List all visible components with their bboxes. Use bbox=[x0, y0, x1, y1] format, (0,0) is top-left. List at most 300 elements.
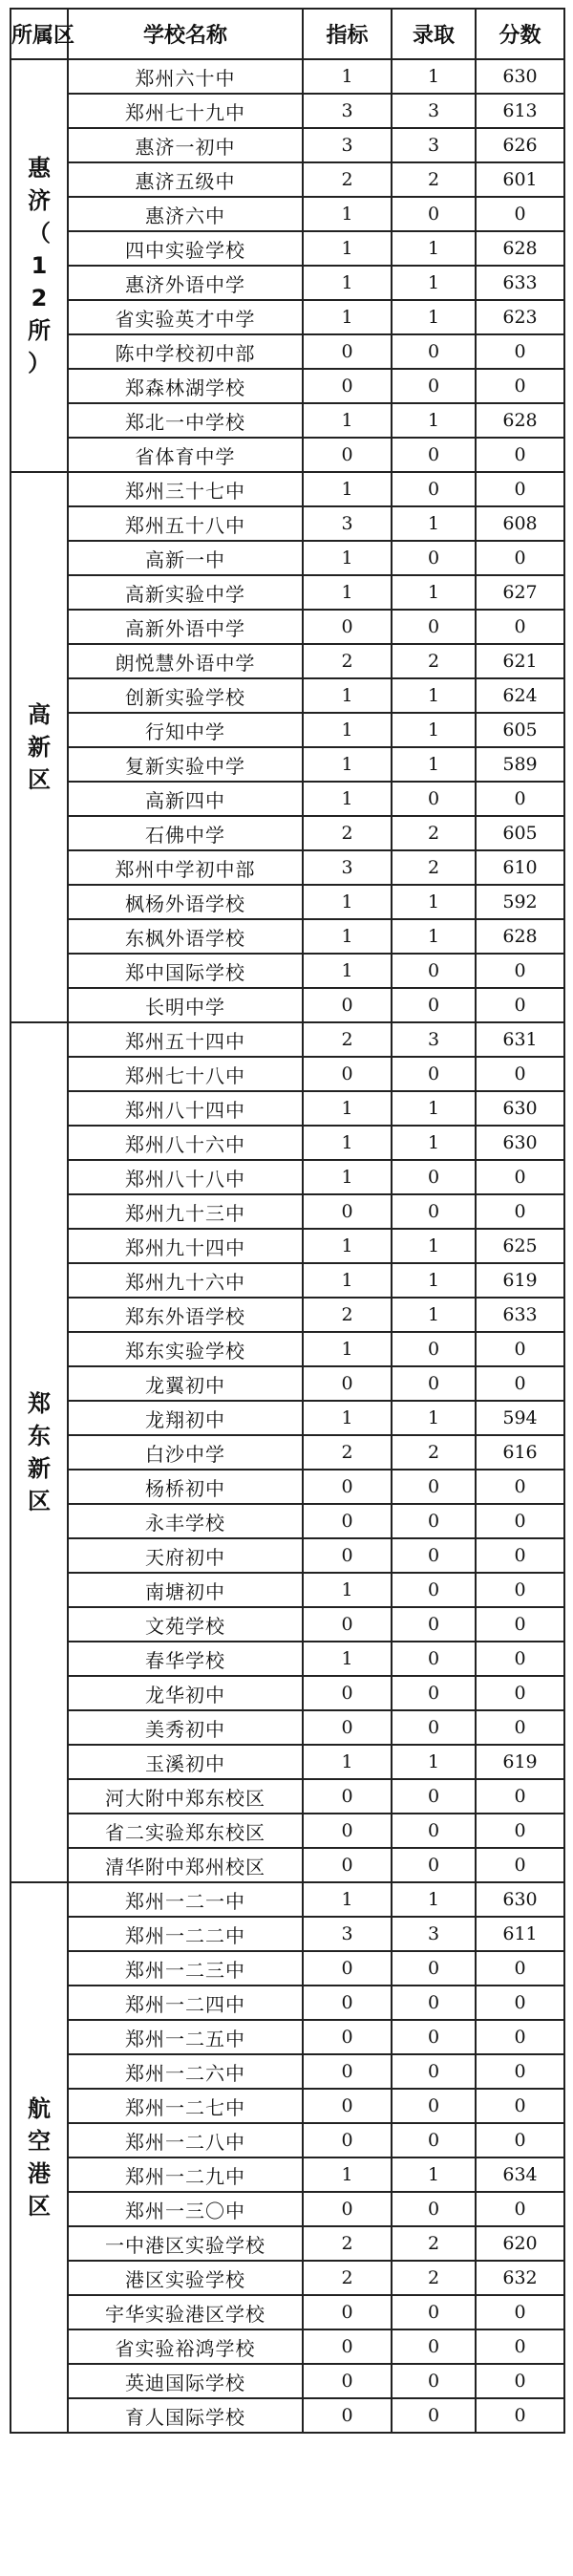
admitted-cell: 2 bbox=[392, 1435, 476, 1470]
admitted-cell: 0 bbox=[392, 1504, 476, 1538]
admitted-cell: 1 bbox=[392, 59, 476, 94]
admitted-cell: 0 bbox=[392, 1538, 476, 1573]
score-cell: 631 bbox=[476, 1022, 564, 1057]
quota-cell: 0 bbox=[303, 610, 392, 644]
score-cell: 628 bbox=[476, 403, 564, 438]
table-row bbox=[11, 2226, 564, 2261]
score-cell: 0 bbox=[476, 1710, 564, 1745]
school-name-cell: 天府初中 bbox=[68, 1538, 303, 1573]
district-char: 东 bbox=[28, 1423, 51, 1449]
table-row bbox=[11, 575, 564, 610]
quota-cell: 0 bbox=[303, 988, 392, 1022]
admitted-cell: 1 bbox=[392, 506, 476, 541]
school-name-cell: 郑州一二六中 bbox=[68, 2054, 303, 2089]
admitted-cell: 1 bbox=[392, 1091, 476, 1126]
table-row bbox=[11, 1848, 564, 1882]
quota-cell: 0 bbox=[303, 1194, 392, 1229]
score-cell: 611 bbox=[476, 1917, 564, 1951]
quota-cell: 1 bbox=[303, 266, 392, 300]
quota-cell: 2 bbox=[303, 1298, 392, 1332]
admitted-cell: 0 bbox=[392, 988, 476, 1022]
table-row bbox=[11, 369, 564, 403]
table-row bbox=[11, 1676, 564, 1710]
table-row bbox=[11, 713, 564, 747]
score-cell: 0 bbox=[476, 2398, 564, 2433]
admitted-cell: 1 bbox=[392, 713, 476, 747]
school-name-cell: 郑州三十七中 bbox=[68, 472, 303, 506]
quota-cell: 1 bbox=[303, 1091, 392, 1126]
table-row bbox=[11, 1194, 564, 1229]
table-row bbox=[11, 231, 564, 266]
admitted-cell: 1 bbox=[392, 1401, 476, 1435]
table-row bbox=[11, 1435, 564, 1470]
admitted-cell: 1 bbox=[392, 919, 476, 954]
score-cell: 630 bbox=[476, 1126, 564, 1160]
table-row bbox=[11, 816, 564, 850]
header-admitted: 录取 bbox=[392, 9, 476, 59]
quota-cell: 1 bbox=[303, 747, 392, 782]
quota-cell: 1 bbox=[303, 1332, 392, 1366]
school-name-cell: 创新实验学校 bbox=[68, 678, 303, 713]
score-cell: 0 bbox=[476, 1814, 564, 1848]
score-cell: 628 bbox=[476, 919, 564, 954]
quota-cell: 3 bbox=[303, 94, 392, 128]
quota-cell: 0 bbox=[303, 2329, 392, 2364]
score-cell: 0 bbox=[476, 1332, 564, 1366]
score-cell: 632 bbox=[476, 2261, 564, 2295]
score-cell: 0 bbox=[476, 541, 564, 575]
school-name-cell: 郑州五十四中 bbox=[68, 1022, 303, 1057]
quota-cell: 0 bbox=[303, 1470, 392, 1504]
school-name-cell: 惠济六中 bbox=[68, 197, 303, 231]
quota-cell: 1 bbox=[303, 59, 392, 94]
quota-cell: 1 bbox=[303, 954, 392, 988]
district-char: 郑 bbox=[28, 1390, 51, 1417]
district-char: 区 bbox=[28, 2193, 51, 2220]
school-name-cell: 英迪国际学校 bbox=[68, 2364, 303, 2398]
table-row bbox=[11, 1882, 564, 1917]
quota-cell: 2 bbox=[303, 1022, 392, 1057]
table-row bbox=[11, 2364, 564, 2398]
table-row bbox=[11, 403, 564, 438]
table-row bbox=[11, 1229, 564, 1263]
district-char: 空 bbox=[28, 2128, 51, 2155]
score-cell: 592 bbox=[476, 885, 564, 919]
score-cell: 0 bbox=[476, 2054, 564, 2089]
district-char: 高 bbox=[28, 701, 51, 728]
score-cell: 628 bbox=[476, 231, 564, 266]
quota-cell: 1 bbox=[303, 403, 392, 438]
quota-cell: 3 bbox=[303, 850, 392, 885]
admitted-cell: 0 bbox=[392, 1332, 476, 1366]
school-name-cell: 陈中学校初中部 bbox=[68, 334, 303, 369]
admitted-cell: 0 bbox=[392, 1573, 476, 1607]
score-cell: 627 bbox=[476, 575, 564, 610]
score-cell: 601 bbox=[476, 162, 564, 197]
score-cell: 0 bbox=[476, 2192, 564, 2226]
admitted-cell: 1 bbox=[392, 403, 476, 438]
school-name-cell: 省体育中学 bbox=[68, 438, 303, 472]
table-row bbox=[11, 782, 564, 816]
score-cell: 630 bbox=[476, 1091, 564, 1126]
admitted-cell: 0 bbox=[392, 2364, 476, 2398]
quota-cell: 1 bbox=[303, 472, 392, 506]
school-name-cell: 龙华初中 bbox=[68, 1676, 303, 1710]
score-cell: 0 bbox=[476, 610, 564, 644]
school-name-cell: 南塘初中 bbox=[68, 1573, 303, 1607]
admission-table bbox=[10, 8, 565, 2434]
quota-cell: 1 bbox=[303, 1882, 392, 1917]
quota-cell: 0 bbox=[303, 1057, 392, 1091]
admitted-cell: 0 bbox=[392, 1986, 476, 2020]
quota-cell: 2 bbox=[303, 2261, 392, 2295]
school-name-cell: 一中港区实验学校 bbox=[68, 2226, 303, 2261]
quota-cell: 1 bbox=[303, 919, 392, 954]
quota-cell: 0 bbox=[303, 369, 392, 403]
score-cell: 0 bbox=[476, 1470, 564, 1504]
admitted-cell: 0 bbox=[392, 2329, 476, 2364]
school-name-cell: 河大附中郑东校区 bbox=[68, 1779, 303, 1814]
admitted-cell: 0 bbox=[392, 334, 476, 369]
admitted-cell: 1 bbox=[392, 1126, 476, 1160]
admitted-cell: 0 bbox=[392, 2398, 476, 2433]
score-cell: 0 bbox=[476, 2329, 564, 2364]
table-row bbox=[11, 59, 564, 94]
school-name-cell: 美秀初中 bbox=[68, 1710, 303, 1745]
school-name-cell: 白沙中学 bbox=[68, 1435, 303, 1470]
school-name-cell: 郑北一中学校 bbox=[68, 403, 303, 438]
table-row bbox=[11, 1470, 564, 1504]
table-row bbox=[11, 1642, 564, 1676]
quota-cell: 0 bbox=[303, 2054, 392, 2089]
admitted-cell: 3 bbox=[392, 94, 476, 128]
table-row bbox=[11, 885, 564, 919]
admitted-cell: 0 bbox=[392, 1057, 476, 1091]
quota-cell: 0 bbox=[303, 2123, 392, 2157]
quota-cell: 0 bbox=[303, 1951, 392, 1986]
table-row bbox=[11, 850, 564, 885]
admitted-cell: 1 bbox=[392, 1263, 476, 1298]
admitted-cell: 2 bbox=[392, 816, 476, 850]
quota-cell: 1 bbox=[303, 885, 392, 919]
school-name-cell: 郑东外语学校 bbox=[68, 1298, 303, 1332]
quota-cell: 0 bbox=[303, 2364, 392, 2398]
score-cell: 0 bbox=[476, 334, 564, 369]
quota-cell: 1 bbox=[303, 197, 392, 231]
admitted-cell: 0 bbox=[392, 369, 476, 403]
school-name-cell: 枫杨外语学校 bbox=[68, 885, 303, 919]
admitted-cell: 2 bbox=[392, 2261, 476, 2295]
score-cell: 0 bbox=[476, 1160, 564, 1194]
school-name-cell: 郑州九十六中 bbox=[68, 1263, 303, 1298]
admitted-cell: 3 bbox=[392, 128, 476, 162]
school-name-cell: 郑州中学初中部 bbox=[68, 850, 303, 885]
header-school: 学校名称 bbox=[68, 9, 303, 59]
quota-cell: 1 bbox=[303, 2157, 392, 2192]
table-row bbox=[11, 1504, 564, 1538]
score-cell: 0 bbox=[476, 1642, 564, 1676]
table-row bbox=[11, 2054, 564, 2089]
school-name-cell: 郑州一二四中 bbox=[68, 1986, 303, 2020]
table-row bbox=[11, 1745, 564, 1779]
table-row bbox=[11, 1573, 564, 1607]
table-row bbox=[11, 2020, 564, 2054]
admitted-cell: 2 bbox=[392, 644, 476, 678]
admitted-cell: 0 bbox=[392, 1470, 476, 1504]
score-cell: 613 bbox=[476, 94, 564, 128]
table-row bbox=[11, 162, 564, 197]
score-cell: 0 bbox=[476, 197, 564, 231]
quota-cell: 0 bbox=[303, 2192, 392, 2226]
header-quota: 指标 bbox=[303, 9, 392, 59]
admitted-cell: 0 bbox=[392, 1779, 476, 1814]
admitted-cell: 0 bbox=[392, 2054, 476, 2089]
admitted-cell: 1 bbox=[392, 300, 476, 334]
admitted-cell: 1 bbox=[392, 747, 476, 782]
school-name-cell: 惠济一初中 bbox=[68, 128, 303, 162]
table-row bbox=[11, 1057, 564, 1091]
score-cell: 0 bbox=[476, 1057, 564, 1091]
quota-cell: 0 bbox=[303, 2398, 392, 2433]
table-row bbox=[11, 2261, 564, 2295]
table-row bbox=[11, 197, 564, 231]
admitted-cell: 0 bbox=[392, 541, 476, 575]
quota-cell: 2 bbox=[303, 1435, 392, 1470]
admitted-cell: 1 bbox=[392, 1229, 476, 1263]
score-cell: 0 bbox=[476, 988, 564, 1022]
table-row bbox=[11, 1779, 564, 1814]
table-row bbox=[11, 128, 564, 162]
school-name-cell: 省实验裕鸿学校 bbox=[68, 2329, 303, 2364]
school-name-cell: 行知中学 bbox=[68, 713, 303, 747]
table-row bbox=[11, 1022, 564, 1057]
table-row bbox=[11, 472, 564, 506]
header-row bbox=[11, 9, 564, 59]
school-name-cell: 省实验英才中学 bbox=[68, 300, 303, 334]
quota-cell: 1 bbox=[303, 575, 392, 610]
table-row bbox=[11, 2157, 564, 2192]
school-name-cell: 省二实验郑东校区 bbox=[68, 1814, 303, 1848]
district-char: 所 bbox=[28, 317, 51, 344]
district-char: 惠 bbox=[28, 155, 51, 182]
table-row bbox=[11, 2329, 564, 2364]
school-name-cell: 长明中学 bbox=[68, 988, 303, 1022]
score-cell: 619 bbox=[476, 1263, 564, 1298]
quota-cell: 1 bbox=[303, 1229, 392, 1263]
school-name-cell: 宇华实验港区学校 bbox=[68, 2295, 303, 2329]
score-cell: 0 bbox=[476, 1676, 564, 1710]
admitted-cell: 0 bbox=[392, 472, 476, 506]
school-name-cell: 郑州一二五中 bbox=[68, 2020, 303, 2054]
admitted-cell: 0 bbox=[392, 2295, 476, 2329]
quota-cell: 0 bbox=[303, 2020, 392, 2054]
score-cell: 610 bbox=[476, 850, 564, 885]
admitted-cell: 3 bbox=[392, 1022, 476, 1057]
quota-cell: 2 bbox=[303, 162, 392, 197]
district-char: 2 bbox=[31, 285, 48, 311]
school-name-cell: 郑中国际学校 bbox=[68, 954, 303, 988]
score-cell: 0 bbox=[476, 1986, 564, 2020]
score-cell: 0 bbox=[476, 1573, 564, 1607]
header-district: 所属区 bbox=[11, 9, 68, 59]
table-row bbox=[11, 678, 564, 713]
school-name-cell: 育人国际学校 bbox=[68, 2398, 303, 2433]
quota-cell: 1 bbox=[303, 782, 392, 816]
table-row bbox=[11, 300, 564, 334]
score-cell: 0 bbox=[476, 954, 564, 988]
admitted-cell: 0 bbox=[392, 2123, 476, 2157]
admitted-cell: 2 bbox=[392, 850, 476, 885]
table-row bbox=[11, 1160, 564, 1194]
table-row bbox=[11, 988, 564, 1022]
score-cell: 633 bbox=[476, 1298, 564, 1332]
table-row bbox=[11, 94, 564, 128]
score-cell: 633 bbox=[476, 266, 564, 300]
table-row bbox=[11, 644, 564, 678]
quota-cell: 1 bbox=[303, 541, 392, 575]
school-name-cell: 复新实验中学 bbox=[68, 747, 303, 782]
district-char: 航 bbox=[28, 2095, 51, 2122]
school-name-cell: 郑州七十八中 bbox=[68, 1057, 303, 1091]
quota-cell: 1 bbox=[303, 1401, 392, 1435]
score-cell: 605 bbox=[476, 713, 564, 747]
admitted-cell: 1 bbox=[392, 2157, 476, 2192]
quota-cell: 1 bbox=[303, 713, 392, 747]
score-cell: 0 bbox=[476, 1194, 564, 1229]
score-cell: 594 bbox=[476, 1401, 564, 1435]
school-name-cell: 高新一中 bbox=[68, 541, 303, 575]
district-label bbox=[25, 152, 53, 379]
table-row bbox=[11, 438, 564, 472]
table-row bbox=[11, 1814, 564, 1848]
score-cell: 621 bbox=[476, 644, 564, 678]
school-name-cell: 永丰学校 bbox=[68, 1504, 303, 1538]
admitted-cell: 1 bbox=[392, 575, 476, 610]
admitted-cell: 1 bbox=[392, 1745, 476, 1779]
school-name-cell: 惠济外语中学 bbox=[68, 266, 303, 300]
admitted-cell: 2 bbox=[392, 162, 476, 197]
quota-cell: 0 bbox=[303, 1607, 392, 1642]
header-score: 分数 bbox=[476, 9, 564, 59]
score-cell: 630 bbox=[476, 59, 564, 94]
school-name-cell: 郑森林湖学校 bbox=[68, 369, 303, 403]
table-row bbox=[11, 747, 564, 782]
school-name-cell: 郑州一二二中 bbox=[68, 1917, 303, 1951]
district-cell bbox=[11, 59, 68, 472]
table-row bbox=[11, 1607, 564, 1642]
table-row bbox=[11, 1126, 564, 1160]
school-name-cell: 玉溪初中 bbox=[68, 1745, 303, 1779]
quota-cell: 1 bbox=[303, 1573, 392, 1607]
quota-cell: 0 bbox=[303, 1504, 392, 1538]
score-cell: 626 bbox=[476, 128, 564, 162]
score-cell: 0 bbox=[476, 2123, 564, 2157]
table-row bbox=[11, 1263, 564, 1298]
school-name-cell: 高新实验中学 bbox=[68, 575, 303, 610]
district-char: 1 bbox=[31, 252, 48, 279]
table-row bbox=[11, 1366, 564, 1401]
admitted-cell: 2 bbox=[392, 2226, 476, 2261]
score-cell: 0 bbox=[476, 438, 564, 472]
school-name-cell: 郑州一二三中 bbox=[68, 1951, 303, 1986]
quota-cell: 1 bbox=[303, 1263, 392, 1298]
district-char: 区 bbox=[28, 1488, 51, 1514]
admitted-cell: 0 bbox=[392, 1848, 476, 1882]
admitted-cell: 0 bbox=[392, 610, 476, 644]
score-cell: 616 bbox=[476, 1435, 564, 1470]
school-name-cell: 龙翼初中 bbox=[68, 1366, 303, 1401]
school-name-cell: 港区实验学校 bbox=[68, 2261, 303, 2295]
admitted-cell: 1 bbox=[392, 266, 476, 300]
school-name-cell: 春华学校 bbox=[68, 1642, 303, 1676]
table-row bbox=[11, 1917, 564, 1951]
table-row bbox=[11, 2192, 564, 2226]
score-cell: 0 bbox=[476, 1951, 564, 1986]
score-cell: 0 bbox=[476, 1779, 564, 1814]
school-name-cell: 四中实验学校 bbox=[68, 231, 303, 266]
table-row bbox=[11, 610, 564, 644]
table-row bbox=[11, 2089, 564, 2123]
school-name-cell: 郑州一三〇中 bbox=[68, 2192, 303, 2226]
admitted-cell: 0 bbox=[392, 2192, 476, 2226]
table-row bbox=[11, 919, 564, 954]
quota-cell: 0 bbox=[303, 334, 392, 369]
district-char: （ bbox=[28, 220, 51, 247]
quota-cell: 0 bbox=[303, 2295, 392, 2329]
district-char: 新 bbox=[28, 734, 51, 761]
district-char: 港 bbox=[28, 2160, 51, 2187]
school-name-cell: 郑州六十中 bbox=[68, 59, 303, 94]
admitted-cell: 0 bbox=[392, 1642, 476, 1676]
score-cell: 0 bbox=[476, 1607, 564, 1642]
school-name-cell: 郑州八十六中 bbox=[68, 1126, 303, 1160]
quota-cell: 1 bbox=[303, 1160, 392, 1194]
district-char: ） bbox=[28, 350, 51, 376]
school-name-cell: 郑州一二九中 bbox=[68, 2157, 303, 2192]
quota-cell: 1 bbox=[303, 231, 392, 266]
admitted-cell: 0 bbox=[392, 954, 476, 988]
admitted-cell: 0 bbox=[392, 1710, 476, 1745]
table-row bbox=[11, 2398, 564, 2433]
quota-cell: 1 bbox=[303, 1126, 392, 1160]
district-char: 新 bbox=[28, 1455, 51, 1482]
quota-cell: 0 bbox=[303, 1710, 392, 1745]
table-row bbox=[11, 2123, 564, 2157]
table-body bbox=[11, 59, 564, 2433]
school-name-cell: 石佛中学 bbox=[68, 816, 303, 850]
quota-cell: 3 bbox=[303, 1917, 392, 1951]
school-name-cell: 高新外语中学 bbox=[68, 610, 303, 644]
table-row bbox=[11, 1401, 564, 1435]
school-name-cell: 文苑学校 bbox=[68, 1607, 303, 1642]
school-name-cell: 高新四中 bbox=[68, 782, 303, 816]
admitted-cell: 1 bbox=[392, 231, 476, 266]
score-cell: 0 bbox=[476, 1848, 564, 1882]
quota-cell: 2 bbox=[303, 2226, 392, 2261]
admitted-cell: 1 bbox=[392, 1298, 476, 1332]
school-name-cell: 郑州一二一中 bbox=[68, 1882, 303, 1917]
score-cell: 620 bbox=[476, 2226, 564, 2261]
score-cell: 0 bbox=[476, 1504, 564, 1538]
score-cell: 0 bbox=[476, 369, 564, 403]
score-cell: 0 bbox=[476, 2364, 564, 2398]
table-row bbox=[11, 1332, 564, 1366]
table-row bbox=[11, 334, 564, 369]
quota-cell: 0 bbox=[303, 1676, 392, 1710]
school-name-cell: 郑州九十三中 bbox=[68, 1194, 303, 1229]
quota-cell: 0 bbox=[303, 1814, 392, 1848]
district-char: 区 bbox=[28, 766, 51, 793]
